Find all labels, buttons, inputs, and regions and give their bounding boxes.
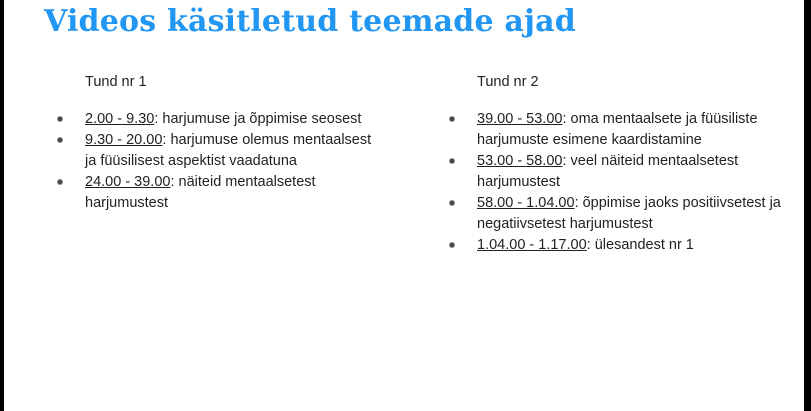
lesson-2-topic-list (446, 109, 786, 256)
topic-text: : harjumuse ja õppimise seosest (154, 111, 362, 127)
bullet-icon (57, 137, 63, 143)
list-item (54, 130, 384, 172)
page-title: Videos käsitletud teemade ajad (44, 4, 576, 39)
list-item (446, 151, 786, 193)
timestamp-link[interactable]: 1.04.00 - 1.17.00 (477, 237, 587, 253)
lesson-1-heading: Tund nr 1 (85, 74, 147, 90)
bullet-icon (57, 116, 63, 122)
slide (4, 0, 804, 411)
lesson-2-column (446, 72, 786, 256)
timestamp-link[interactable]: 9.30 - 20.00 (85, 132, 163, 148)
timestamp-link[interactable]: 53.00 - 58.00 (477, 153, 563, 169)
lesson-1-column (54, 72, 384, 214)
topic-text: : harjumuse olemus mentaalsest ja füüsilisest aspektist vaadatuna (85, 132, 372, 169)
list-item (54, 172, 384, 214)
topic-text: : õppimise jaoks positiivsetest ja negatiivsetest harjumustest (477, 195, 781, 232)
list-item (446, 235, 786, 256)
bullet-icon (449, 158, 455, 164)
timestamp-link[interactable]: 39.00 - 53.00 (477, 111, 563, 127)
timestamp-link[interactable]: 58.00 - 1.04.00 (477, 195, 575, 211)
lesson-2-heading: Tund nr 2 (477, 74, 539, 90)
list-item (446, 193, 786, 235)
list-item (446, 109, 786, 151)
topic-text: : veel näiteid mentaalsetest harjumustest (477, 153, 739, 190)
list-item (54, 109, 384, 130)
timestamp-link[interactable]: 24.00 - 39.00 (85, 174, 171, 190)
bullet-icon (449, 116, 455, 122)
topic-text: : oma mentaalsete ja füüsiliste harjumuste esimene kaardistamine (477, 111, 758, 148)
bullet-icon (57, 179, 63, 185)
bullet-icon (449, 200, 455, 206)
lesson-1-topic-list (54, 109, 384, 214)
topic-text: : näiteid mentaalsetest harjumustest (85, 174, 316, 211)
topic-text: : ülesandest nr 1 (586, 237, 694, 253)
timestamp-link[interactable]: 2.00 - 9.30 (85, 111, 155, 127)
bullet-icon (449, 242, 455, 248)
